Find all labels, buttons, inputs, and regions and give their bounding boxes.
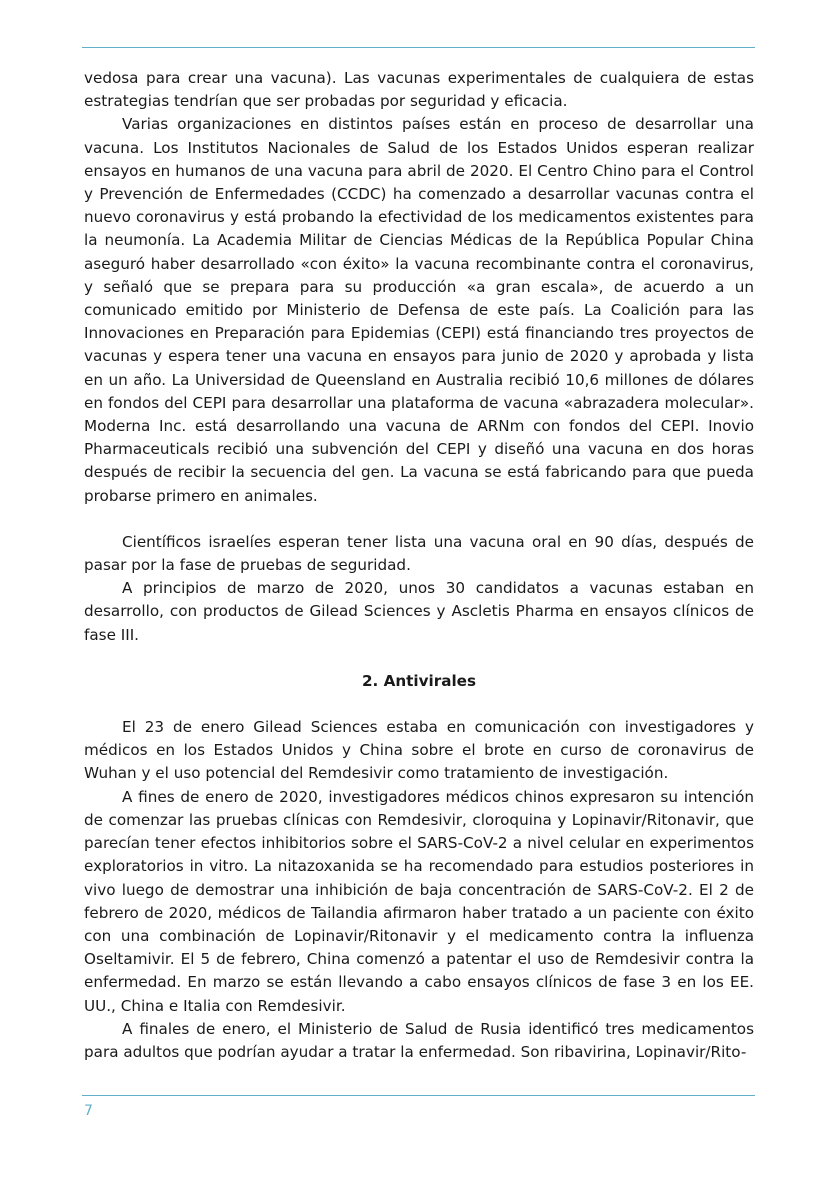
page-body bbox=[84, 67, 754, 1064]
paragraph-gilead-remdesivir: El 23 de enero Gilead Sciences estaba en comunicación con investigadores y médicos en los Estados Unidos y China sobre el brote en curso de coronavirus de Wuhan y el uso potencial del Remdesivir como tratamiento de investigación. bbox=[84, 718, 754, 783]
paragraph-russia-ministry: A finales de enero, el Ministerio de Salud de Rusia identificó tres medicamentos para adultos que podrían ayudar a tratar la enfermedad. Son ribavirina, Lopinavir/Rito- bbox=[84, 1019, 754, 1061]
paragraph-vaccine-organizations: Varias organizaciones en distintos países están en proceso de desarrollar una vacuna. Los Institutos Nacionales de Salud de los Estados Unidos esperan realizar ensayos en humanos de una vacuna para abril de 2020. El Centro Chino para el Control y Prevención de Enfermedades (CCDC) ha comenzado a desarrollar vacunas contra el nuevo coronavirus y está probando la efectividad de los medicamentos existentes para la neumonía. La Academia Militar de Ciencias Médicas de la República Popular China aseguró haber desarrollado «con éxito» la vacuna recombinante contra el coronavirus, y señaló que se prepara para su producción «a gran escala», de acuerdo a un comunicado emitido por Ministerio de Defensa de este país. La Coalición para las Innovaciones en Preparación para Epidemias (CEPI) está financiando tres proyectos de vacunas y espera tener una vacuna en ensayos para junio de 2020 y aprobada y lista en un año. La Universidad de Queensland en Australia recibió 10,6 millones de dólares en fondos del CEPI para desarrollar una plataforma de vacuna «abrazadera molecular». Moderna Inc. está desarrollando una vacuna de ARNm con fondos del CEPI. Inovio Pharmaceuticals recibió una subvención del CEPI y diseñó una vacuna en dos horas después de recibir la secuencia del gen. La vacuna se está fabricando para que pueda probarse primero en animales. bbox=[84, 115, 754, 505]
paragraph-israeli-scientists: Científicos israelíes esperan tener lista una vacuna oral en 90 días, después de pasar por la fase de pruebas de seguridad. bbox=[84, 532, 754, 575]
header-rule bbox=[82, 47, 755, 48]
paragraph-clinical-trials: A fines de enero de 2020, investigadores médicos chinos expresaron su intención de comenzar las pruebas clínicas con Remdesivir, cloroquina y Lopinavir/Ritonavir, que parecían tener efectos inhibitorios sobre el SARS-CoV-2 a nivel celular en experimentos exploratorios in vitro. La nitazoxanida se ha recomendado para estudios posteriores in vivo luego de demostrar una inhibición de baja concentración de SARS-CoV-2. El 2 de febrero de 2020, médicos de Tailandia afirmaron haber tratado a un paciente con éxito con una combinación de Lopinavir/Ritonavir y el medicamento contra la influenza Oseltamivir. El 5 de febrero, China comenzó a patentar el uso de Remdesivir contra la enfermedad. En marzo se están llevando a cabo ensayos clínicos de fase 3 en los EE. UU., China e Italia con Remdesivir. bbox=[84, 787, 754, 1015]
section-heading: 2. Antivirales bbox=[361, 671, 477, 690]
footer-rule bbox=[82, 1095, 755, 1096]
paragraph-continuation: vedosa para crear una vacuna). Las vacunas experimentales de cualquiera de estas estrategias tendrían que ser probadas por seguridad y eficacia. bbox=[84, 69, 754, 111]
page-number: 7 bbox=[84, 1103, 93, 1119]
paragraph-vaccine-candidates: A principios de marzo de 2020, unos 30 candidatos a vacunas estaban en desarrollo, con productos de Gilead Sciences y Ascletis Pharma en ensayos clínicos de fase III. bbox=[84, 579, 754, 644]
